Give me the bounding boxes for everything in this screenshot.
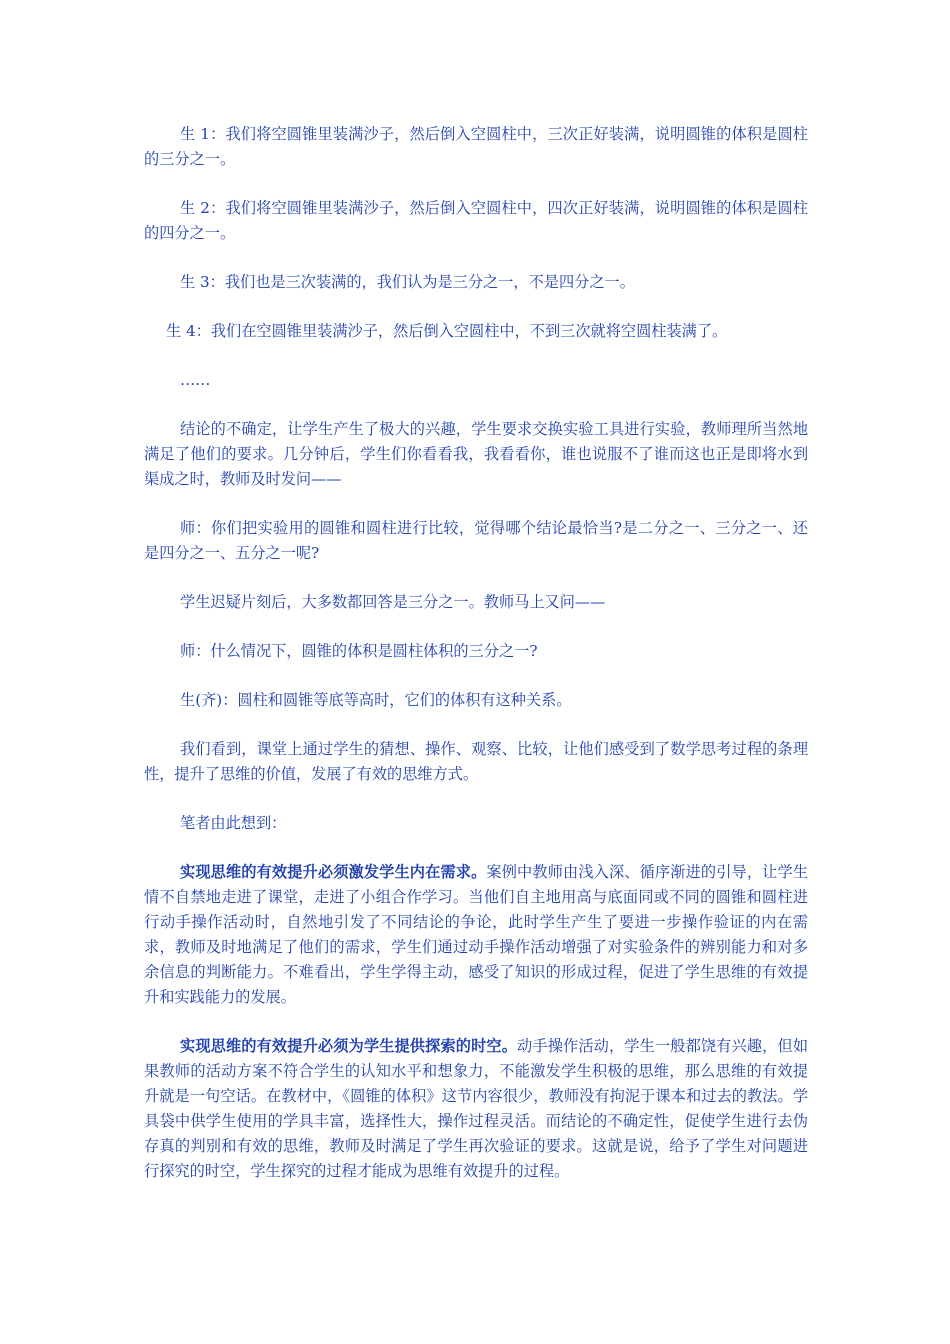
- teacher-question-2: 师：什么情况下，圆锥的体积是圆柱体积的三分之一?: [180, 642, 538, 660]
- section-inner-needs-body: 案例中教师由浅入深、循序渐进的引导，让学生情不自禁地走进了课堂，走进了小组合作学习。当他们自主地用高与底面同或不同的圆锥和圆柱进行动手操作活动时，自然地引发了不同结论的争论，此时学生产生了要进一步操作验证的内在需求，教师及时地满足了他们的需求，学生们通过动手操作活动增强了对实验条件的辨别能力和对多余信息的判断能力。不难看出，学生学得主动，感受了知识的形成过程，促进了学生思维的有效提升和实践能力的发展。: [144, 863, 808, 1006]
- student2-answer: 生 2：我们将空圆锥里装满沙子，然后倒入空圆柱中，四次正好装满，说明圆锥的体积是圆柱的四分之一。: [144, 199, 808, 242]
- author-thought-intro: 笔者由此想到：: [180, 814, 287, 832]
- student1-answer: 生 1：我们将空圆锥里装满沙子，然后倒入空圆柱中，三次正好装满，说明圆锥的体积是圆柱的三分之一。: [144, 125, 808, 168]
- section-exploration-space-heading: 实现思维的有效提升必须为学生提供探索的时空。: [180, 1037, 518, 1055]
- teacher-question-1: 师：你们把实验用的圆锥和圆柱进行比较，觉得哪个结论最恰当?是二分之一、三分之一、还是四分之一、五分之一呢?: [144, 519, 808, 562]
- document-page: [144, 122, 808, 1208]
- section-exploration-space: [144, 1034, 808, 1184]
- narration-short: 学生迟疑片刻后，大多数都回答是三分之一。教师马上又问——: [180, 593, 606, 611]
- narration-paragraph: 结论的不确定，让学生产生了极大的兴趣，学生要求交换实验工具进行实验，教师理所当然地满足了他们的要求。几分钟后，学生们你看看我，我看看你，谁也说服不了谁而这也正是即将水到渠成之时，教师及时发问——: [144, 420, 808, 488]
- ellipsis: ……: [180, 371, 211, 389]
- section-inner-needs-heading: 实现思维的有效提升必须激发学生内在需求。: [180, 863, 487, 881]
- student3-answer: 生 3：我们也是三次装满的，我们认为是三分之一，不是四分之一。: [180, 273, 635, 291]
- reflection-paragraph: 我们看到，课堂上通过学生的猜想、操作、观察、比较，让他们感受到了数学思考过程的条理性，提升了思维的价值，发展了有效的思维方式。: [144, 740, 808, 783]
- student4-answer: 生 4：我们在空圆锥里装满沙子，然后倒入空圆柱中，不到三次就将空圆柱装满了。: [166, 322, 728, 340]
- section-inner-needs: [144, 860, 808, 1010]
- section-exploration-space-body: 动手操作活动，学生一般都饶有兴趣，但如果教师的活动方案不符合学生的认知水平和想象力，不能激发学生积极的思维，那么思维的有效提升就是一句空话。在教材中，《圆锥的体积》这节内容很少，教师没有拘泥于课本和过去的教法。学具袋中供学生使用的学具丰富，选择性大，操作过程灵活。而结论的不确定性，促使学生进行去伪存真的判别和有效的思维，教师及时满足了学生再次验证的要求。这就是说，给予了学生对问题进行探究的时空，学生探究的过程才能成为思维有效提升的过程。: [144, 1037, 808, 1180]
- students-chorus-answer: 生(齐)：圆柱和圆锥等底等高时，它们的体积有这种关系。: [180, 691, 572, 709]
